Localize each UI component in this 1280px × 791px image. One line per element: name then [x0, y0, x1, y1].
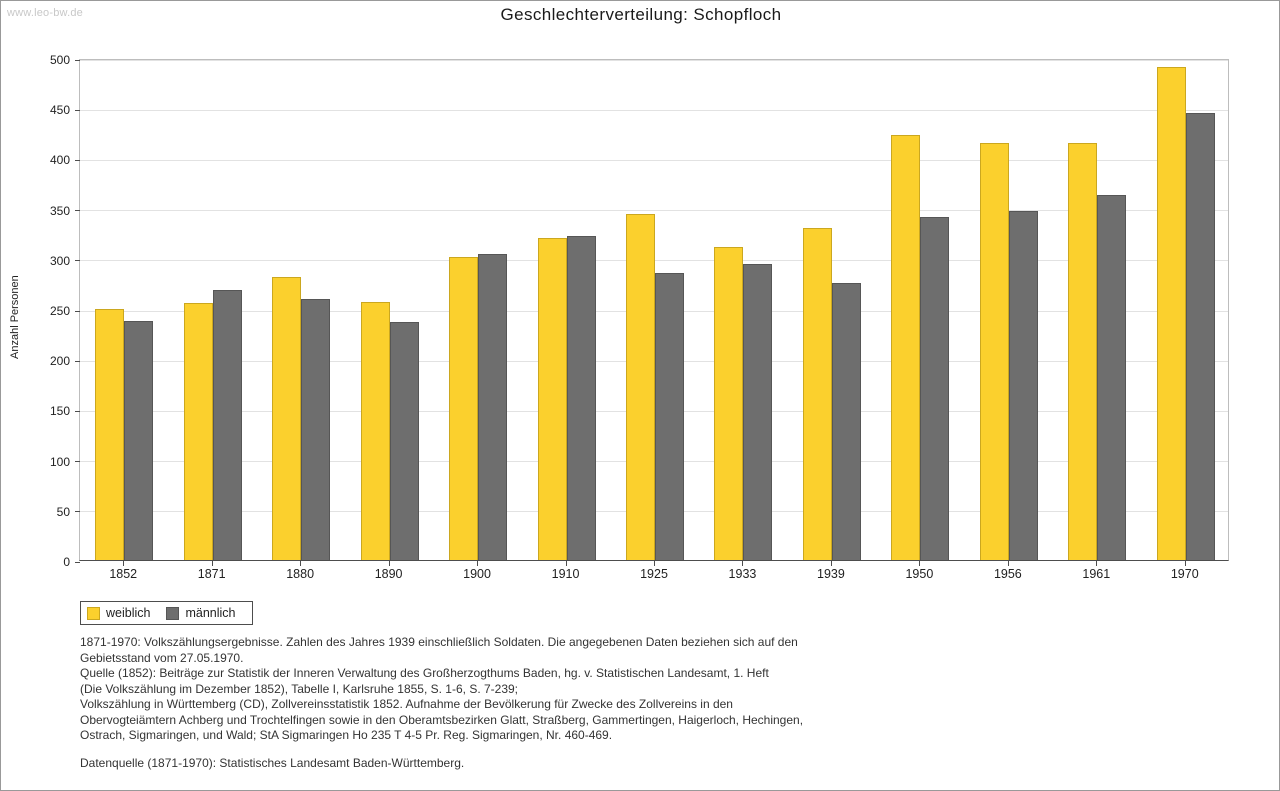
legend-swatch	[166, 607, 179, 620]
x-tick-label: 1910	[551, 567, 580, 581]
x-tick-label: 1852	[109, 567, 138, 581]
y-tick-label: 350	[49, 203, 70, 218]
bar-female[interactable]	[538, 238, 567, 560]
x-tick-label: 1900	[463, 567, 491, 581]
footnotes	[80, 635, 1210, 771]
bar-female[interactable]	[980, 143, 1009, 560]
bar-group	[876, 60, 964, 560]
y-tick-label: 250	[49, 304, 70, 318]
bar-female[interactable]	[1157, 67, 1186, 560]
x-tick-mark	[212, 561, 213, 566]
bar-group	[257, 60, 345, 560]
bar-group	[699, 60, 787, 560]
footnote-line: Volkszählung in Württemberg (CD), Zollvereinsstatistik 1852. Aufnahme der Bevölkerung für Zwecke des Zollvereins in den	[80, 697, 733, 711]
y-tick-label: 150	[49, 404, 70, 419]
bar-male[interactable]	[124, 321, 153, 560]
bar-female[interactable]	[1068, 143, 1097, 560]
footnote-block	[80, 756, 1210, 772]
bar-male[interactable]	[478, 254, 507, 560]
y-tick-label: 450	[49, 103, 70, 118]
x-tick-mark	[477, 561, 478, 566]
x-tick-label: 1880	[286, 567, 315, 581]
x-tick-label: 1939	[817, 567, 845, 581]
bar-male[interactable]	[1097, 195, 1126, 560]
y-axis-title: Anzahl Personen	[9, 275, 21, 359]
y-tick-label: 0	[63, 555, 70, 569]
bar-group	[611, 60, 699, 560]
legend-swatch	[87, 607, 100, 620]
x-tick-mark	[566, 561, 567, 566]
bar-male[interactable]	[920, 217, 949, 560]
footnote-line: 1871-1970: Volkszählungsergebnisse. Zahlen des Jahres 1939 einschließlich Soldaten. Die angegebenen Daten beziehen sich auf den	[80, 635, 798, 649]
x-tick-mark	[1096, 561, 1097, 566]
footnote-line: Gebietsstand vom 27.05.1970.	[80, 650, 244, 665]
legend	[80, 601, 253, 625]
bar-group	[1142, 60, 1230, 560]
bar-female[interactable]	[714, 247, 743, 560]
y-tick-label: 200	[49, 354, 70, 369]
bar-group	[434, 60, 522, 560]
bar-male[interactable]	[213, 290, 242, 560]
legend-label: weiblich	[106, 606, 151, 620]
x-tick-label: 1970	[1170, 567, 1199, 581]
y-tick-label: 500	[49, 53, 70, 67]
watermark: www.leo-bw.de	[7, 7, 83, 19]
bar-male[interactable]	[567, 236, 596, 560]
bar-group	[522, 60, 610, 560]
bar-group	[345, 60, 433, 560]
legend-item-maennlich[interactable]	[166, 606, 243, 620]
footnote-line: Obervogteiämtern Achberg und Trochtelfingen sowie in den Oberamtsbezirken Glatt, Straßberg, Gammertingen, Haigerloch, Hechingen,	[80, 712, 804, 727]
legend-label: männlich	[185, 606, 236, 620]
plot-frame	[49, 53, 1229, 569]
page-title: Geschlechterverteilung: Schopfloch	[500, 5, 782, 24]
x-tick-mark	[654, 561, 655, 566]
x-tick-mark	[1008, 561, 1009, 566]
bar-female[interactable]	[891, 135, 920, 560]
bar-group	[788, 60, 876, 560]
y-tick-label: 100	[49, 454, 70, 469]
footnote-line: Quelle (1852): Beiträge zur Statistik der Inneren Verwaltung des Großherzogthums Baden, hg. v. Statistischen Landesamt, 1. Heft	[80, 666, 769, 680]
x-tick-label: 1925	[640, 567, 668, 581]
bar-female[interactable]	[803, 228, 832, 560]
x-tick-label: 1890	[374, 567, 403, 581]
x-tick-label: 1956	[993, 567, 1022, 581]
bar-female[interactable]	[626, 214, 655, 560]
x-tick-label: 1871	[197, 567, 226, 581]
bar-male[interactable]	[655, 273, 684, 560]
legend-item-weiblich[interactable]	[87, 606, 158, 620]
x-tick-mark	[742, 561, 743, 566]
bar-female[interactable]	[272, 277, 301, 560]
x-tick-mark	[389, 561, 390, 566]
footnote-block	[80, 635, 1210, 744]
bar-male[interactable]	[390, 322, 419, 560]
bar-female[interactable]	[361, 302, 390, 560]
footnote-line: Ostrach, Sigmaringen, und Wald; StA Sigmaringen Ho 235 T 4-5 Pr. Reg. Sigmaringen, Nr. 460-469.	[80, 728, 613, 742]
x-tick-mark	[1185, 561, 1186, 566]
x-tick-mark	[123, 561, 124, 566]
footnote-line: (Die Volkszählung im Dezember 1852), Tabelle I, Karlsruhe 1855, S. 1-6, S. 7-239;	[80, 681, 519, 696]
bar-group	[1053, 60, 1141, 560]
x-tick-mark	[300, 561, 301, 566]
bar-group	[965, 60, 1053, 560]
x-tick-mark	[831, 561, 832, 566]
bar-male[interactable]	[1009, 211, 1038, 560]
y-tick-label: 50	[56, 504, 70, 519]
bar-group	[80, 60, 168, 560]
bar-female[interactable]	[95, 309, 124, 560]
bar-male[interactable]	[1186, 113, 1215, 560]
y-tick-mark	[75, 562, 80, 563]
bar-male[interactable]	[301, 299, 330, 560]
y-tick-label: 300	[49, 253, 70, 268]
bar-male[interactable]	[832, 283, 861, 560]
footnote-line: Datenquelle (1871-1970): Statistisches Landesamt Baden-Württemberg.	[80, 755, 465, 770]
plot-area	[49, 53, 1229, 581]
bar-group	[168, 60, 256, 560]
x-tick-mark	[919, 561, 920, 566]
y-tick-label: 400	[49, 153, 70, 168]
bar-male[interactable]	[743, 264, 772, 560]
bar-female[interactable]	[449, 257, 478, 560]
x-tick-label: 1961	[1082, 567, 1111, 581]
x-tick-label: 1950	[905, 567, 934, 581]
bar-female[interactable]	[184, 303, 213, 560]
x-tick-label: 1933	[728, 567, 757, 581]
